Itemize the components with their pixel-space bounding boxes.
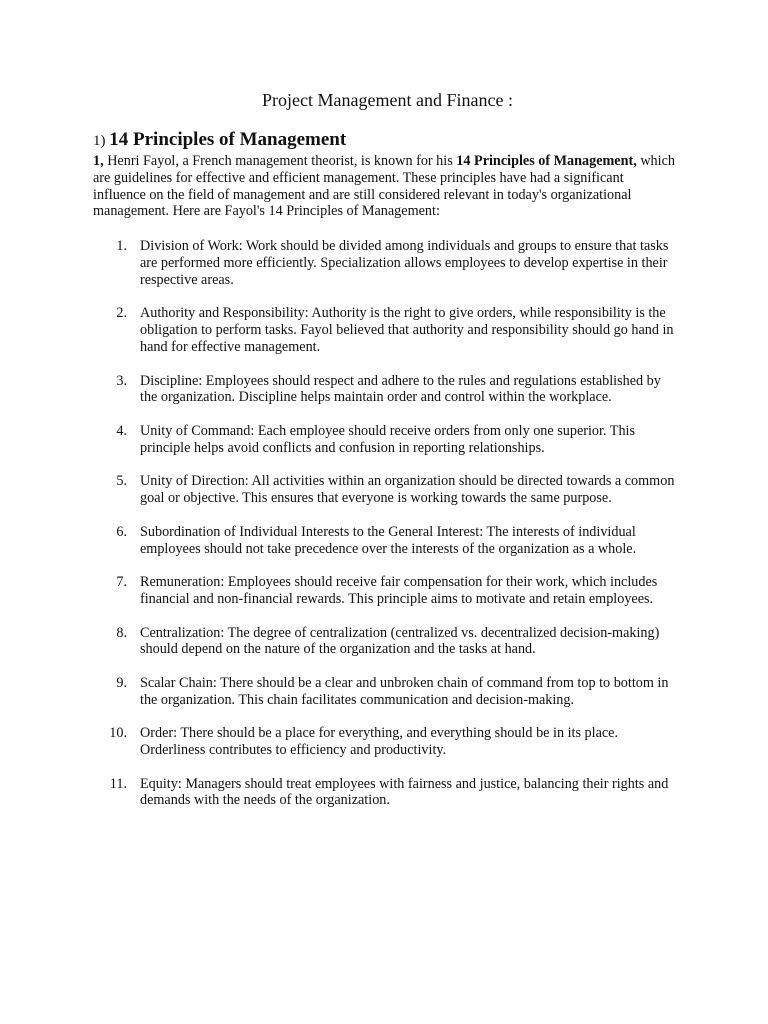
list-item <box>93 373 676 407</box>
list-item-number: 7. <box>116 574 127 591</box>
list-item-text: Scalar Chain: There should be a clear and unbroken chain of command from top to bottom in the organization. This chain facilitates communication and decision-making. <box>140 674 669 708</box>
intro-bold-phrase: 14 Principles of Management, <box>456 153 637 169</box>
list-item <box>93 305 676 355</box>
list-item-number: 1. <box>116 238 127 255</box>
list-item <box>93 423 676 457</box>
section-number: 1) <box>93 133 106 149</box>
list-item-text: Centralization: The degree of centralization (centralized vs. decentralized decision-making) should depend on the nature of the organization and the tasks at hand. <box>140 624 660 658</box>
list-item-number: 5. <box>116 473 127 490</box>
list-item-number: 2. <box>116 305 127 322</box>
list-item-text: Subordination of Individual Interests to the General Interest: The interests of individual employees should not take precedence over the interests of the organization as a whole. <box>140 523 637 557</box>
list-item-number: 6. <box>116 523 127 540</box>
list-item-number: 11. <box>109 775 127 792</box>
intro-text-part1: Henri Fayol, a French management theorist, is known for his <box>103 153 457 169</box>
list-item-text: Remuneration: Employees should receive fair compensation for their work, which includes financial and non-financial rewards. This principle aims to motivate and retain employees. <box>140 574 658 607</box>
section-title: 14 Principles of Management <box>109 129 347 150</box>
list-item-number: 3. <box>116 372 127 389</box>
list-item-text: Discipline: Employees should respect and adhere to the rules and regulations established by the organization. Discipline helps maintain order and control within the workplace. <box>140 372 661 406</box>
intro-lead-number: 1, <box>93 153 104 169</box>
list-item-number: 4. <box>116 422 127 439</box>
section-heading <box>93 128 676 153</box>
list-item <box>93 776 676 810</box>
list-item <box>93 473 676 507</box>
intro-text-part2: which are guidelines for effective and efficient management. These principles have had a significant influence on the field of management and are still considered relevant in today's organizational management. Here are Fayol's 14 Principles of Management: <box>93 153 675 220</box>
list-item-text: Unity of Command: Each employee should receive orders from only one superior. This principle helps avoid conflicts and confusion in reporting relationships. <box>140 422 636 456</box>
list-item-text: Division of Work: Work should be divided among individuals and groups to ensure that tasks are performed more efficiently. Specialization allows employees to develop expertise in their respective areas. <box>140 238 669 288</box>
list-item <box>93 238 676 288</box>
list-item-text: Unity of Direction: All activities within an organization should be directed towards a common goal or objective. This ensures that everyone is working towards the same purpose. <box>140 473 675 507</box>
list-item-number: 9. <box>116 674 127 691</box>
document-title: Project Management and Finance : <box>262 90 513 110</box>
list-item <box>93 675 676 709</box>
list-item-text: Equity: Managers should treat employees with fairness and justice, balancing their rights and demands with the needs of the organization. <box>140 775 669 809</box>
list-item <box>93 574 676 608</box>
principles-list <box>93 238 676 809</box>
list-item <box>93 524 676 558</box>
list-item-text: Authority and Responsibility: Authority is the right to give orders, while responsibility is the obligation to perform tasks. Fayol believed that authority and responsibility should go hand in hand for effective management. <box>140 305 674 355</box>
intro-paragraph <box>93 153 676 220</box>
list-item-number: 10. <box>109 725 127 742</box>
list-item-number: 8. <box>116 624 127 641</box>
list-item <box>93 625 676 659</box>
list-item-text: Order: There should be a place for everything, and everything should be in its place. Orderliness contributes to efficiency and productivity. <box>140 725 619 759</box>
list-item <box>93 725 676 759</box>
